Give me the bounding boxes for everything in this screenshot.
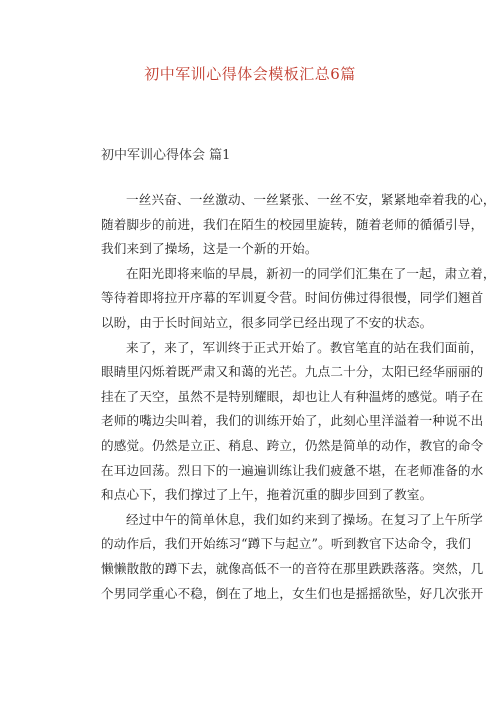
document-body xyxy=(101,188,496,606)
text-line: 在阳光即将来临的早晨，新初一的同学们汇集在了一起，肃立着， xyxy=(126,265,496,281)
text-line: 和点心下，我们撑过了上午，拖着沉重的脚步回到了教室。 xyxy=(101,487,433,503)
text-line: 等待着即将拉开序幕的军训夏令营。时间仿佛过得很慢，同学们翘首 xyxy=(101,290,484,306)
text-line: 的感觉。仍然是立正、稍息、跨立，仍然是简单的动作，教官的命令 xyxy=(101,437,484,453)
paragraph xyxy=(101,262,496,336)
text-line: 随着脚步的前进，我们在陌生的校园里旋转，随着老师的循循引导， xyxy=(101,216,484,232)
text-line: 老师的嘴边尖叫着，我们的训练开始了，此刻心里洋溢着一种说不出 xyxy=(101,413,484,429)
text-line: 一丝兴奋、一丝激动、一丝紧张、一丝不安，紧紧地牵着我的心， xyxy=(126,192,496,207)
text-line: 以盼，由于长时间站立，很多同学已经出现了不安的状态。 xyxy=(101,314,433,330)
text-line: 经过中午的简单休息，我们如约来到了操场。在复习了上午所学 xyxy=(126,511,483,527)
text-line: 在耳边回荡。烈日下的一遍遍训练让我们疲惫不堪，在老师准备的水 xyxy=(101,462,484,478)
document-title: 初中军训心得体会模板汇总6篇 xyxy=(144,65,356,83)
section-title: 初中军训心得体会 篇1 xyxy=(101,148,231,163)
paragraph xyxy=(101,336,484,508)
paragraph xyxy=(101,188,496,262)
text-line: 我们来到了操场，这是一个新的开始。 xyxy=(101,241,318,257)
text-line: 来了，来了，军训终于正式开始了。教官笔直的站在我们面前， xyxy=(126,339,483,355)
text-line: 的动作后，我们开始练习“蹲下与起立”。听到教官下达命令，我们 xyxy=(101,536,472,552)
paragraph xyxy=(101,508,484,606)
text-line: 眼睛里闪烁着既严肃又和蔼的光芒。九点二十分，太阳已经华丽丽的 xyxy=(101,364,484,380)
text-line: 懒懒散散的蹲下去，就像高低不一的音符在那里跌跌落落。突然，几 xyxy=(101,560,484,576)
text-line: 个男同学重心不稳，倒在了地上，女生们也是摇摇欲坠，好几次张开 xyxy=(101,585,484,601)
text-line: 挂在了天空，虽然不是特别耀眼，却也让人有种温烤的感觉。哨子在 xyxy=(101,388,484,404)
